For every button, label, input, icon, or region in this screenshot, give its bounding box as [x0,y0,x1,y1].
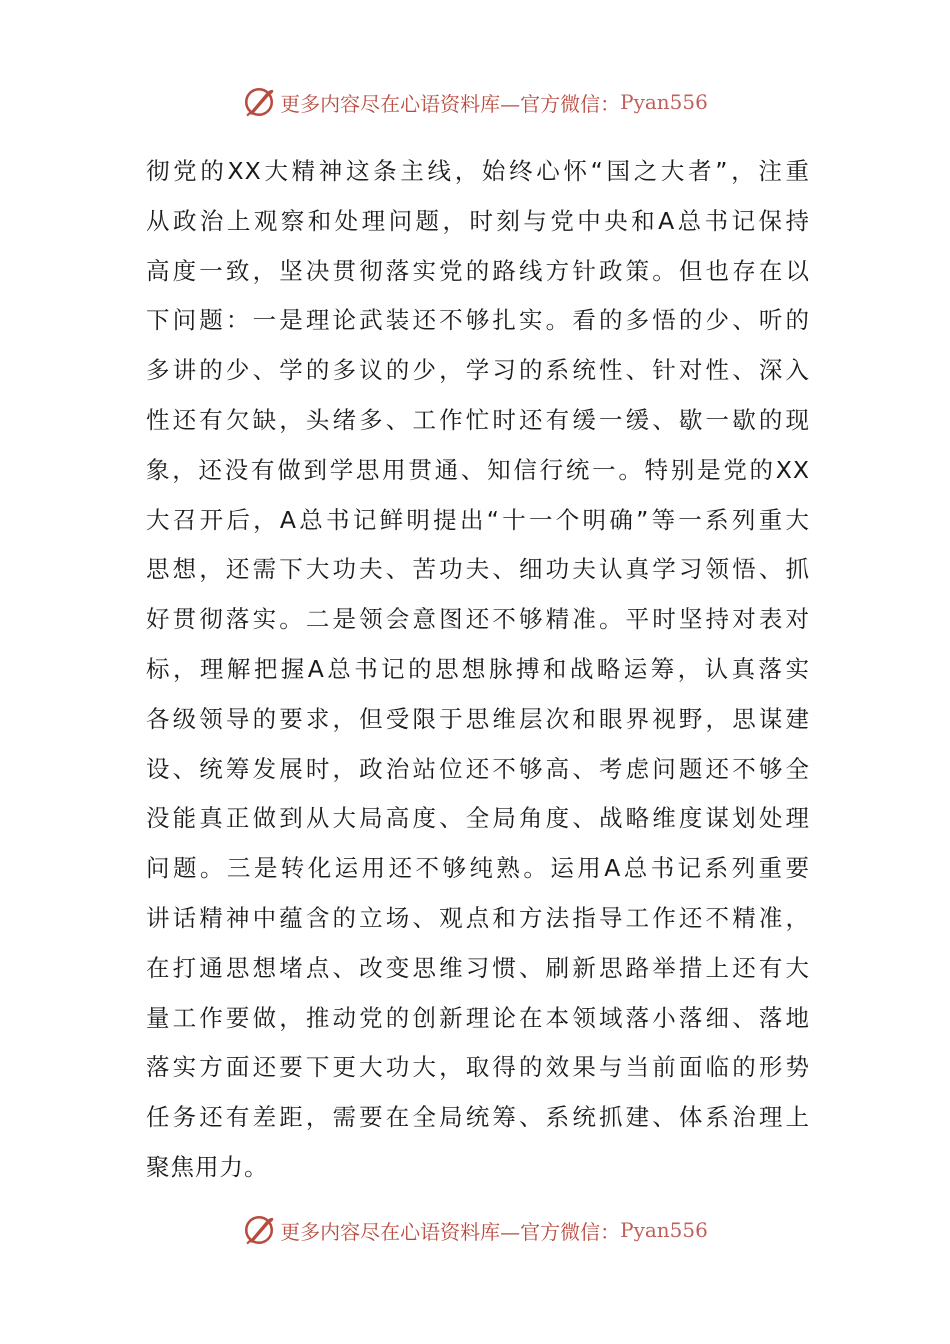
body-line: 没能真正做到从大局高度、全局角度、战略维度谋划处理 [146,804,810,833]
body-line: 多讲的少、学的多议的少，学习的系统性、针对性、深入 [146,356,810,385]
quill-pen-logo-icon [242,85,276,119]
body-line: 大召开后，A总书记鲜明提出“十一个明确”等一系列重大 [146,505,810,534]
body-line: 在打通思想堵点、改变思维习惯、刷新思路举措上还有大 [146,953,810,982]
body-line: 从政治上观察和处理问题，时刻与党中央和A总书记保持 [146,206,810,235]
footer-banner-text: 更多内容尽在心语资料库— [280,1219,521,1244]
body-line: 高度一致，坚决贯彻落实党的路线方针政策。但也存在以 [146,256,810,285]
body-line: 量工作要做，推动党的创新理论在本领域落小落细、落地 [146,1003,810,1032]
header-banner-wechat-id: Pyan556 [620,90,708,114]
body-line: 性还有欠缺，头绪多、工作忙时还有缓一缓、歇一歇的现 [146,405,810,434]
document-body [146,147,810,1193]
body-line: 问题。三是转化运用还不够纯熟。运用A总书记系列重要 [146,854,810,883]
body-line: 讲话精神中蕴含的立场、观点和方法指导工作还不精准， [146,903,810,932]
body-line: 下问题：一是理论武装还不够扎实。看的多悟的少、听的 [146,306,810,335]
body-line: 任务还有差距，需要在全局统筹、系统抓建、体系治理上 [146,1103,810,1132]
quill-pen-logo-icon [242,1213,276,1247]
footer-banner-wechat-id: Pyan556 [620,1218,708,1242]
header-banner [0,82,950,122]
header-banner-wechat-label: 官方微信： [520,91,621,116]
body-line: 各级领导的要求，但受限于思维层次和眼界视野，思谋建 [146,704,810,733]
body-line: 设、统筹发展时，政治站位还不够高、考虑问题还不够全 [146,754,810,783]
body-line: 思想，还需下大功夫、苦功夫、细功夫认真学习领悟、抓 [146,555,810,584]
body-line: 聚焦用力。 [146,1152,269,1181]
body-line: 彻党的XX大精神这条主线，始终心怀“国之大者”，注重 [146,157,810,185]
body-line: 落实方面还要下更大功大，取得的效果与当前面临的形势 [146,1053,810,1082]
body-line: 象，还没有做到学思用贯通、知信行统一。特别是党的XX [146,455,810,484]
footer-banner [0,1210,950,1250]
body-line: 好贯彻落实。二是领会意图还不够精准。平时坚持对表对 [146,605,810,634]
header-banner-text: 更多内容尽在心语资料库— [280,91,521,116]
footer-banner-wechat-label: 官方微信： [520,1219,621,1244]
body-line: 标，理解把握A总书记的思想脉搏和战略运筹，认真落实 [146,654,810,683]
